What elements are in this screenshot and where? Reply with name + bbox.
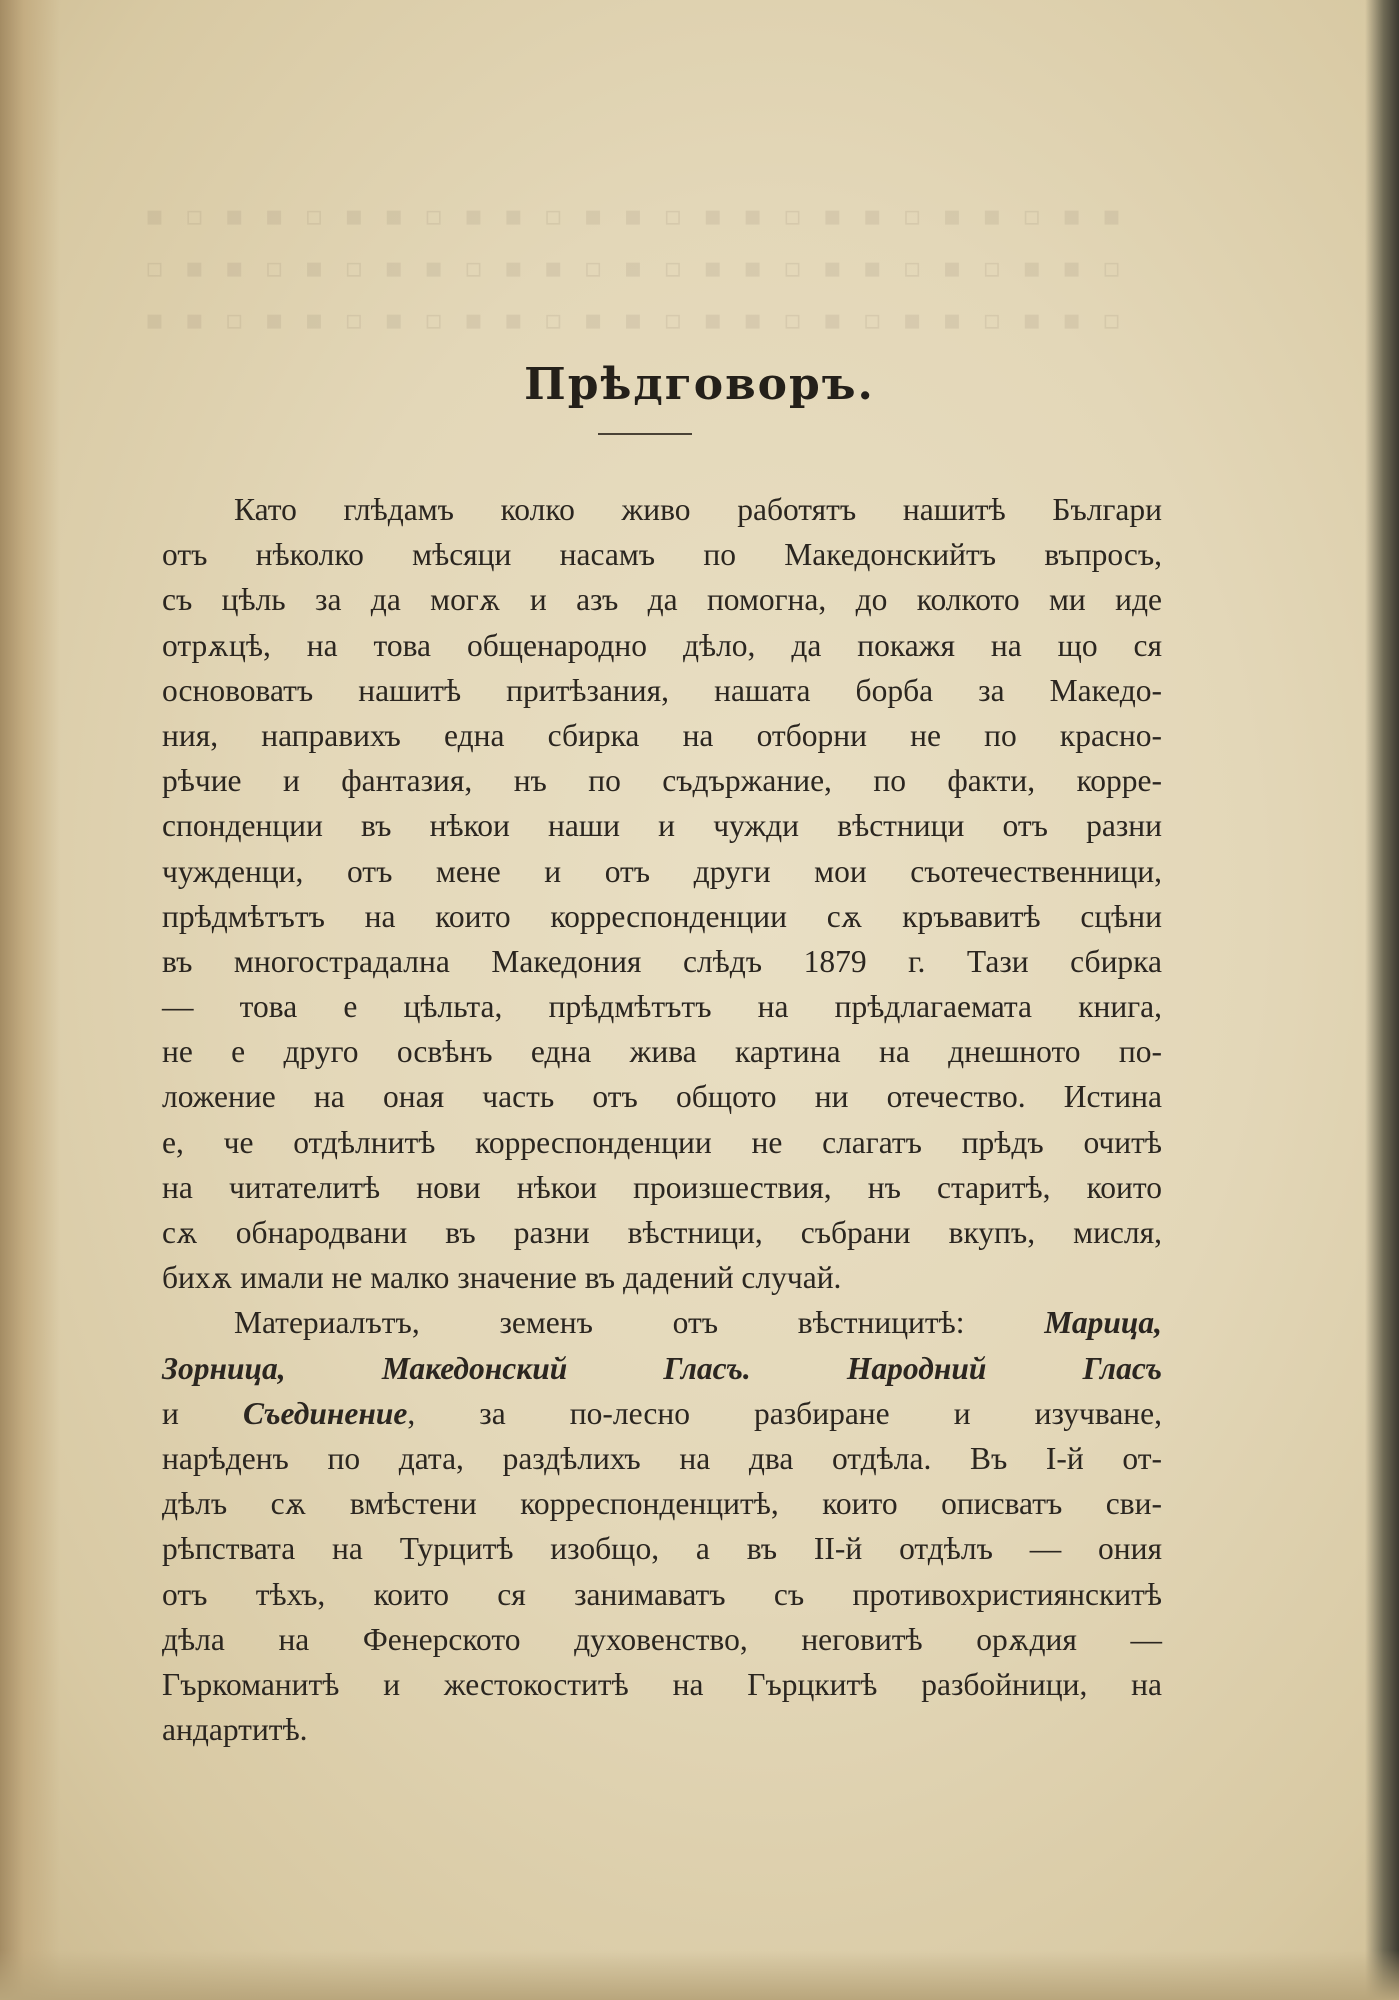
text-segment: Гъркоманитѣ и жестокоститѣ на Гърцкитѣ разбойници, на — [162, 1666, 1162, 1702]
text-line — [162, 1165, 1162, 1210]
italic-title-segment: Зорница, Македонский Гласъ. Народний Гласъ — [162, 1350, 1162, 1386]
text-segment: рѣчие и фантазия, нъ по съдържание, по факти, корре- — [162, 763, 1162, 799]
text-segment: не е друго освѣнъ една жива картина на днешното по- — [162, 1034, 1162, 1070]
page-right-edge-shadow — [1365, 0, 1399, 2000]
text-segment: спонденции въ нѣкои наши и чужди вѣстници отъ разни — [162, 808, 1162, 844]
text-line — [162, 1526, 1162, 1571]
title-divider — [598, 433, 692, 435]
text-line — [162, 894, 1162, 939]
text-segment: дѣла на Фенерското духовенство, неговитѣ орѫдия — — [162, 1621, 1162, 1657]
text-line — [162, 803, 1162, 848]
text-segment: прѣдмѣтътъ на които корреспонденции сѫ кръвавитѣ сцѣни — [162, 898, 1162, 934]
text-line — [162, 1210, 1162, 1255]
text-segment: андартитѣ. — [162, 1712, 308, 1748]
text-segment: нарѣденъ по дата, раздѣлихъ на два отдѣла. Въ I-й от- — [162, 1440, 1162, 1476]
text-line — [162, 1120, 1162, 1165]
text-segment: дѣлъ сѫ вмѣстени корреспонденцитѣ, които описватъ сви- — [162, 1486, 1162, 1522]
text-line — [162, 1029, 1162, 1074]
text-segment: сѫ обнародвани въ разни вѣстници, събрани вкупъ, мисля, — [162, 1215, 1162, 1250]
text-line — [162, 487, 1162, 532]
italic-title-segment: Съединение — [242, 1395, 408, 1431]
text-segment: чужденци, отъ мене и отъ други мои съотечественници, — [162, 853, 1162, 889]
text-line — [162, 577, 1162, 622]
text-line — [162, 758, 1162, 803]
text-segment: ния, направихъ една сбирка на отборни не по красно- — [162, 717, 1162, 753]
text-segment: съ цѣль за да могѫ и азъ да помогна, до колкото ми иде — [162, 582, 1162, 618]
text-segment: Като глѣдамъ колко живо работятъ нашитѣ Българи — [234, 492, 1162, 527]
text-line — [162, 1617, 1162, 1662]
text-line — [162, 1481, 1162, 1526]
text-segment: въ многострадална Македония слѣдъ 1879 г. Тази сбирка — [162, 943, 1162, 979]
text-line — [162, 1391, 1162, 1436]
text-segment: отрѫцѣ, на това общенародно дѣло, да покажя на що ся — [162, 627, 1162, 663]
page-bottom-edge — [0, 1950, 1399, 2000]
page-title: Прѣдговоръ. — [524, 359, 875, 411]
text-segment: ложение на оная часть отъ общото ни отечество. Истина — [162, 1079, 1162, 1115]
text-line — [162, 668, 1162, 713]
text-segment: на читателитѣ нови нѣкои произшествия, нъ старитѣ, които — [162, 1169, 1162, 1205]
text-segment: и — [162, 1395, 243, 1431]
page-left-edge-shadow — [0, 0, 60, 2000]
text-segment: — това е цѣльта, прѣдмѣтътъ на прѣдлагаемата книга, — [162, 989, 1162, 1025]
bleed-through-texture: ▪ ▫ ▪ ▪ ▫ ▪ ▪ ▫ ▪ ▪ ▫ ▪ ▪ ▫ ▪ ▪ ▫ ▪ ▪ ▫ ▪ ▪ ▫ ▪ ▪ ▫ ▪ ▪ ▫ ▪ ▫ ▪ ▪ ▫ ▪ ▪ ▫ ▪ ▫ ▪ ▪ ▫ ▪ ▪ ▫ ▪ ▫ ▪ ▪ ▫ ▪ ▪ ▫ ▪ ▪ ▫ ▪ ▫ ▪ ▪ ▫ ▪ ▪ ▫ ▪ ▪ ▫ ▪ ▫ ▪ ▪ ▫ ▪ ▪ ▫ — [145, 199, 1128, 336]
preface-text — [162, 487, 1162, 1752]
text-segment: отъ тѣхъ, които ся занимаватъ съ противохристиянскитѣ — [162, 1576, 1162, 1612]
text-segment: основоватъ нашитѣ притѣзания, нашата борба за Македо- — [162, 672, 1162, 708]
text-segment: Материалътъ, земенъ отъ вѣстницитѣ: — [234, 1305, 1045, 1341]
text-line — [162, 1572, 1162, 1617]
text-line — [162, 1707, 1162, 1752]
text-line — [162, 1662, 1162, 1707]
text-line — [162, 939, 1162, 984]
text-line — [162, 1255, 1162, 1300]
text-line — [162, 984, 1162, 1029]
text-line — [162, 1346, 1162, 1391]
text-line — [162, 713, 1162, 758]
italic-title-segment: Марица, — [1044, 1305, 1162, 1341]
text-line — [162, 623, 1162, 668]
text-line — [162, 532, 1162, 577]
text-line — [162, 1074, 1162, 1119]
text-line — [162, 849, 1162, 894]
text-segment: е, че отдѣлнитѣ корреспонденции не слагатъ прѣдъ очитѣ — [162, 1124, 1162, 1160]
text-line — [162, 1436, 1162, 1481]
text-line — [162, 1300, 1162, 1345]
text-segment: бихѫ имали не малко значение въ дадений случай. — [162, 1260, 842, 1296]
text-segment: рѣпствата на Турцитѣ изобщо, а въ II-й отдѣлъ — ония — [162, 1531, 1162, 1567]
text-segment: отъ нѣколко мѣсяци насамъ по Македонскийтъ въпросъ, — [162, 537, 1162, 573]
text-segment: , за по-лесно разбиране и изучване, — [407, 1395, 1163, 1431]
